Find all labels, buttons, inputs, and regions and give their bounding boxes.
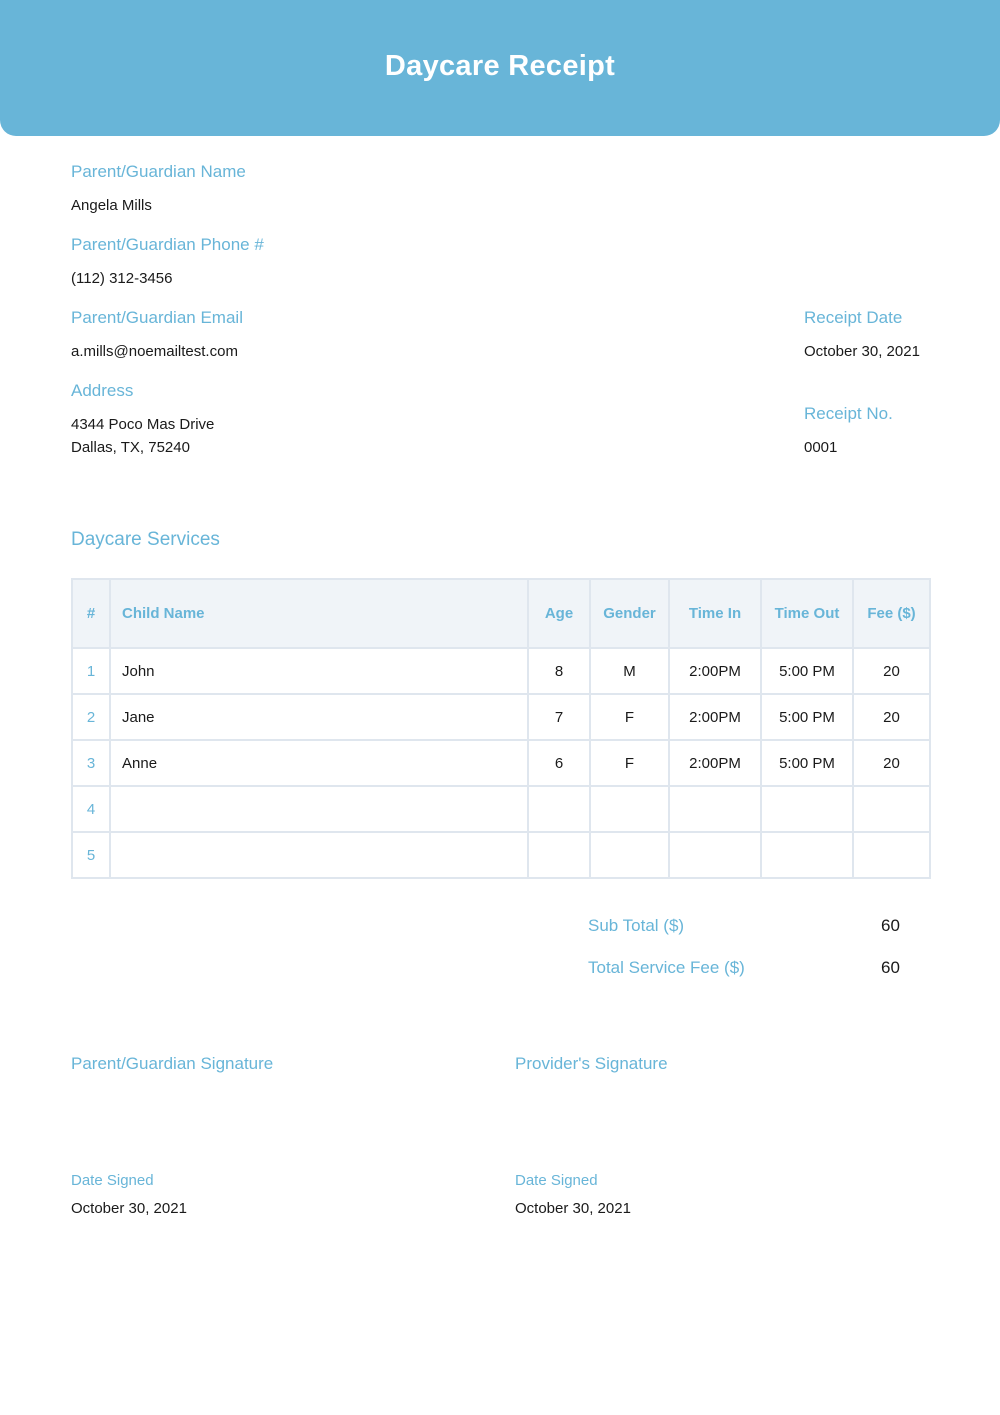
- table-row: [72, 648, 930, 694]
- parent-date-signed-value: October 30, 2021: [71, 1200, 187, 1217]
- time-out-cell: 5:00 PM: [761, 648, 853, 694]
- table-row: [72, 832, 930, 878]
- row-number: 1: [72, 648, 110, 694]
- parent-signature-label: Parent/Guardian Signature: [71, 1054, 274, 1073]
- page-title: Daycare Receipt: [384, 49, 616, 82]
- receipt-date-label: Receipt Date: [804, 308, 903, 327]
- age-cell: 6: [528, 740, 590, 786]
- receipt-number-value: 0001: [804, 439, 838, 456]
- address-line1: 4344 Poco Mas Drive: [71, 416, 215, 433]
- page-header: [0, 0, 1000, 136]
- fee-cell: 20: [853, 694, 930, 740]
- table-row: [72, 694, 930, 740]
- col-header-fee: Fee ($): [853, 579, 930, 648]
- age-cell: [528, 832, 590, 878]
- parent-name-value: Angela Mills: [71, 197, 152, 214]
- time-in-cell: 2:00PM: [669, 694, 761, 740]
- service-fee-value: 60: [881, 958, 900, 977]
- fee-cell: [853, 832, 930, 878]
- col-header-time-in: Time In: [669, 579, 761, 648]
- parent-name-label: Parent/Guardian Name: [71, 162, 246, 181]
- gender-cell: M: [590, 648, 669, 694]
- gender-cell: [590, 832, 669, 878]
- time-out-cell: 5:00 PM: [761, 694, 853, 740]
- receipt-number-label: Receipt No.: [804, 404, 893, 423]
- fee-cell: 20: [853, 740, 930, 786]
- table-header-row: [72, 579, 930, 648]
- address-line2: Dallas, TX, 75240: [71, 439, 190, 456]
- col-header-child-name: Child Name: [110, 579, 528, 648]
- parent-email-value: a.mills@noemailtest.com: [71, 343, 238, 360]
- services-table: [71, 578, 931, 879]
- row-number: 2: [72, 694, 110, 740]
- provider-date-signed-value: October 30, 2021: [515, 1200, 631, 1217]
- age-cell: 8: [528, 648, 590, 694]
- child-name-cell: Jane: [110, 694, 528, 740]
- age-cell: 7: [528, 694, 590, 740]
- time-in-cell: 2:00PM: [669, 740, 761, 786]
- parent-phone-label: Parent/Guardian Phone #: [71, 235, 264, 254]
- table-row: [72, 740, 930, 786]
- row-number: 3: [72, 740, 110, 786]
- child-name-cell: John: [110, 648, 528, 694]
- row-number: 4: [72, 786, 110, 832]
- time-in-cell: 2:00PM: [669, 648, 761, 694]
- age-cell: [528, 786, 590, 832]
- time-in-cell: [669, 832, 761, 878]
- gender-cell: [590, 786, 669, 832]
- services-section-title: Daycare Services: [71, 529, 220, 550]
- gender-cell: F: [590, 694, 669, 740]
- time-in-cell: [669, 786, 761, 832]
- time-out-cell: 5:00 PM: [761, 740, 853, 786]
- service-fee-label: Total Service Fee ($): [588, 958, 745, 977]
- subtotal-value: 60: [881, 916, 900, 935]
- child-name-cell: [110, 786, 528, 832]
- gender-cell: F: [590, 740, 669, 786]
- row-number: 5: [72, 832, 110, 878]
- address-label: Address: [71, 381, 134, 400]
- subtotal-label: Sub Total ($): [588, 916, 685, 935]
- provider-date-signed-label: Date Signed: [515, 1172, 598, 1189]
- child-name-cell: Anne: [110, 740, 528, 786]
- receipt-date-value: October 30, 2021: [804, 343, 920, 360]
- col-header-number: #: [72, 579, 110, 648]
- parent-phone-value: (112) 312-3456: [71, 270, 173, 287]
- col-header-gender: Gender: [590, 579, 669, 648]
- fee-cell: 20: [853, 648, 930, 694]
- parent-date-signed-label: Date Signed: [71, 1172, 154, 1189]
- fee-cell: [853, 786, 930, 832]
- provider-signature-label: Provider's Signature: [515, 1054, 668, 1073]
- child-name-cell: [110, 832, 528, 878]
- parent-email-label: Parent/Guardian Email: [71, 308, 243, 327]
- time-out-cell: [761, 832, 853, 878]
- table-row: [72, 786, 930, 832]
- time-out-cell: [761, 786, 853, 832]
- col-header-age: Age: [528, 579, 590, 648]
- col-header-time-out: Time Out: [761, 579, 853, 648]
